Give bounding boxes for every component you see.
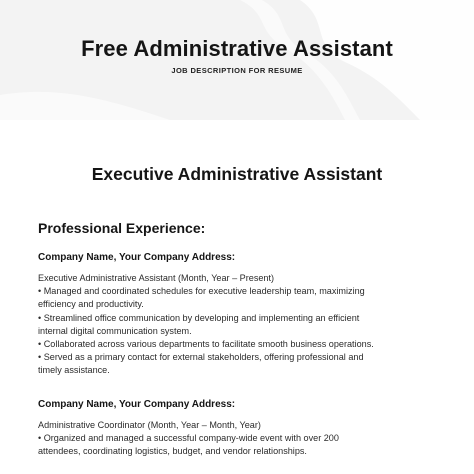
document-title: Free Administrative Assistant (81, 36, 393, 61)
list-item: • Served as a primary contact for external stakeholders, offering professional and (38, 352, 364, 363)
experience-entry (38, 251, 438, 378)
list-item: • Managed and coordinated schedules for executive leadership team, maximizing (38, 286, 365, 297)
bullet-list (38, 285, 438, 377)
list-item: timely assistance. (38, 365, 110, 376)
role-line: Administrative Coordinator (Month, Year – Month, Year) (38, 419, 261, 430)
list-item: • Streamlined office communication by developing and implementing an efficient (38, 312, 360, 323)
list-item: • Organized and managed a successful company-wide event with over 200 (38, 432, 339, 443)
list-item: • Collaborated across various departments to facilitate smooth business operations. (38, 339, 374, 350)
section-heading-experience: Professional Experience: (38, 220, 206, 236)
role-line: Executive Administrative Assistant (Month, Year – Present) (38, 273, 275, 283)
header-banner (0, 0, 474, 120)
bullet-list (38, 432, 438, 458)
list-item: efficiency and productivity. (38, 299, 144, 310)
job-title: Executive Administrative Assistant (91, 164, 383, 184)
company-line: Company Name, Your Company Address: (38, 398, 236, 410)
list-item: attendees, coordinating logistics, budget, and vendor relationships. (38, 446, 307, 457)
document-subtitle: JOB DESCRIPTION FOR RESUME (171, 66, 303, 75)
list-item: internal digital communication system. (38, 325, 192, 336)
experience-entry (38, 398, 438, 459)
company-line: Company Name, Your Company Address: (38, 252, 236, 263)
spacer (38, 378, 438, 398)
content-body (38, 219, 438, 458)
